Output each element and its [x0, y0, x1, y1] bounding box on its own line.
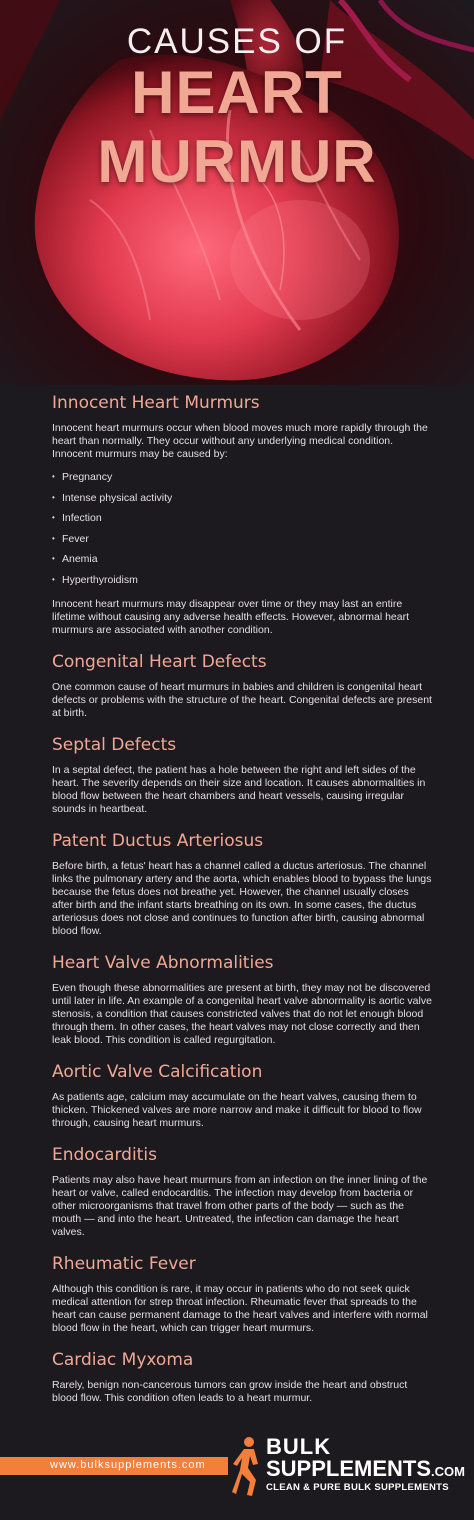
section-congenital	[52, 651, 432, 720]
section-valve-abnormalities	[52, 952, 432, 1047]
logo-supplements-text: SUPPLEMENTS	[266, 1456, 432, 1481]
section-outro: Innocent heart murmurs may disappear over time or they may last an entire lifetime without causing any adverse health effects. However, abnormal heart murmurs are associated with another condition.	[52, 598, 409, 636]
title-line-2: HEART MURMUR	[97, 59, 377, 195]
section-body: Before birth, a fetus' heart has a channel called a ductus arteriosus. The channel links the pulmonary artery and the aorta, which enables blood to bypass the lungs because the fetus does not breathe yet. However, the channel usually closes after birth and the infant starts breathing on its own. In some cases, the ductus arteriosus does not close and continues to function after birth, causing abnormal blood flow.	[52, 860, 432, 937]
section-calcification	[52, 1061, 432, 1130]
main-content	[52, 392, 432, 1419]
section-body: One common cause of heart murmurs in babies and children is congenital heart defects or problems with the structure of the heart. Congenital defects are present at birth.	[52, 681, 432, 719]
section-septal	[52, 734, 432, 816]
runner-icon	[232, 1436, 262, 1498]
section-heading: Cardiac Myxoma	[52, 1350, 194, 1370]
hero-heart-illustration	[0, 0, 474, 385]
section-heading: Septal Defects	[52, 735, 177, 755]
list-item: • Hyperthyroidism	[52, 570, 432, 591]
logo-tagline: CLEAN & PURE BULK SUPPLEMENTS	[266, 1482, 449, 1493]
section-body: Rarely, benign non-cancerous tumors can grow inside the heart and obstruct blood flow. This condition often leads to a heart murmur.	[52, 1379, 408, 1404]
section-intro: Innocent heart murmurs occur when blood moves much more rapidly through the heart than normally. They occur without any underlying medical condition. Innocent murmurs may be caused by:	[52, 422, 428, 460]
list-item: • Infection	[52, 508, 432, 529]
list-item: • Anemia	[52, 549, 432, 570]
section-heading: Congenital Heart Defects	[52, 652, 267, 672]
title-line-1: CAUSES OF	[126, 22, 348, 61]
list-item: • Pregnancy	[52, 467, 432, 488]
section-rheumatic	[52, 1253, 432, 1335]
section-heading: Endocarditis	[52, 1145, 157, 1165]
section-body: As patients age, calcium may accumulate on the heart valves, causing them to thicken. Thickened valves are more narrow and make it difficult for blood to flow through, causing heart murmurs.	[52, 1091, 422, 1129]
section-body: Patients may also have heart murmurs from an infection on the inner lining of the heart or valve, called endocarditis. The infection may develop from bacteria or other microorganisms that travel from other parts of the body — such as the mouth — and into the heart. Untreated, the infection can damage the heart valves.	[52, 1174, 428, 1238]
section-endocarditis	[52, 1144, 432, 1239]
section-body: In a septal defect, the patient has a hole between the right and left sides of the heart. The severity depends on their size and location. It causes abnormalities in blood flow between the heart chambers and heart vessels, causing irregular sounds in heartbeat.	[52, 764, 426, 815]
list-item: • Fever	[52, 529, 432, 550]
list-item: • Intense physical activity	[52, 488, 432, 509]
section-heading: Rheumatic Fever	[52, 1254, 196, 1274]
section-heading: Heart Valve Abnormalities	[52, 953, 274, 973]
section-myxoma	[52, 1349, 432, 1405]
section-heading: Patent Ductus Arteriosus	[52, 831, 264, 851]
logo-line-1: BULK	[266, 1434, 332, 1459]
section-body: Although this condition is rare, it may occur in patients who do not seek quick medical attention for strep throat infection. Rheumatic fever that spreads to the heart can cause permanent damage to the heart valves and interfere with normal blood flow in the heart, which can trigger heart murmurs.	[52, 1283, 428, 1334]
logo-com-text: .COM	[431, 1464, 465, 1479]
bulk-supplements-logo	[232, 1434, 465, 1504]
logo-line-2	[266, 1456, 465, 1482]
causes-list	[52, 467, 432, 590]
section-heading: Aortic Valve Calcification	[52, 1062, 263, 1082]
website-link[interactable]: www.bulksupplements.com	[50, 1459, 206, 1471]
section-heading: Innocent Heart Murmurs	[52, 393, 260, 413]
section-ductus	[52, 830, 432, 938]
section-innocent-murmurs	[52, 392, 432, 637]
section-body: Even though these abnormalities are present at birth, they may not be discovered until later in life. An example of a congenital heart valve abnormality is aortic valve stenosis, a condition that causes constricted valves that do not let enough blood through them. In other cases, the heart valves may not close correctly and then leak blood. This condition is called regurgitation.	[52, 982, 432, 1046]
